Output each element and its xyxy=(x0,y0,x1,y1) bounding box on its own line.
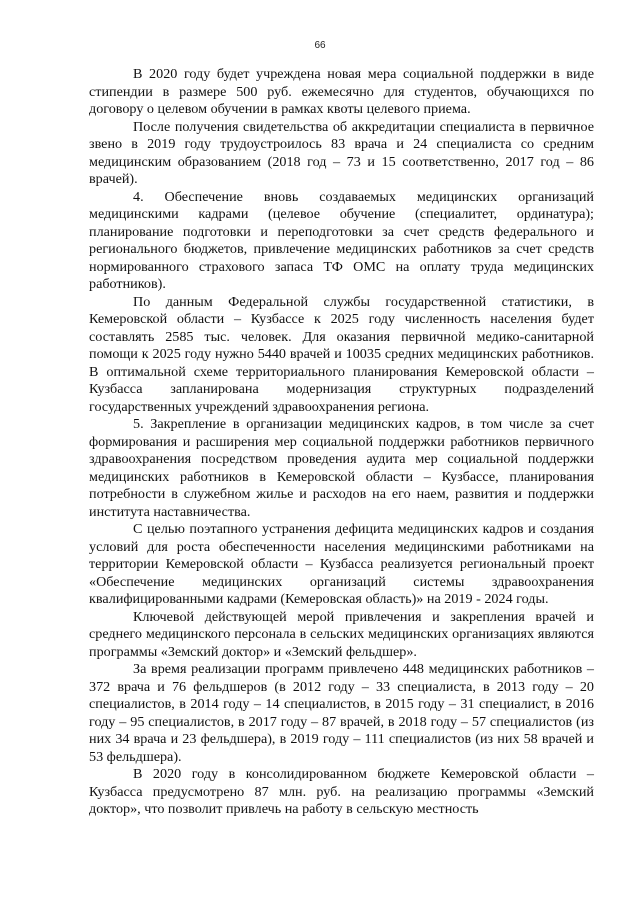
paragraph-item-4: 4. Обеспечение вновь создаваемых медицинских организаций медицинскими кадрами (целевое обучение (специалитет, ординатура); планирование подготовки и переподготовки за счет средств федерального и регионального бюджетов, привлечение медицинских работников за счет средств нормированного страхового запаса ТФ ОМС на оплату труда медицинских работников). xyxy=(89,188,594,292)
paragraph-program-results: За время реализации программ привлечено 448 медицинских работников – 372 врача и 76 фельдшеров (в 2012 году – 33 специалиста, в 2013 году – 20 специалистов, в 2014 году – 14 специалистов, в 2015 году – 31 специалист, в 2016 году – 95 специалистов, в 2017 году – 87 врачей, в 2018 году – 57 специалистов (из них 34 врача и 23 фельдшера), в 2019 году – 111 специалистов (из них 58 врачей и 53 фельдшера). xyxy=(89,661,594,765)
paragraph-regional-project: С целью поэтапного устранения дефицита медицинских кадров и создания условий для роста обеспеченности населения медицинскими работниками на территории Кемеровской области – Кузбасса реализуется региональный проект «Обеспечение медицинских организаций системы здравоохранения квалифицированными кадрами (Кемеровская область)» на 2019 - 2024 годы. xyxy=(89,521,594,607)
paragraph-accreditation: После получения свидетельства об аккредитации специалиста в первичное звено в 2019 году трудоустроилось 83 врача и 24 специалиста со средним медицинским образованием (2018 год – 73 и 15 соответственно, 2017 год – 86 врачей). xyxy=(89,118,594,187)
paragraph-programs: Ключевой действующей мерой привлечения и закрепления врачей и среднего медицинского персонала в сельских медицинских организациях являются программы «Земский доктор» и «Земский фельдшер». xyxy=(89,608,594,660)
paragraph-stipend: В 2020 году будет учреждена новая мера социальной поддержки в виде стипендии в размере 500 руб. ежемесячно для студентов, обучающихся по договору о целевом обучении в рамках квоты целевого приема. xyxy=(89,66,594,117)
paragraph-budget-2020: В 2020 году в консолидированном бюджете Кемеровской области – Кузбасса предусмотрено 87 млн. руб. на реализацию программы «Земский доктор», что позволит привлечь на работу в сельскую местность xyxy=(89,766,594,817)
document-body xyxy=(89,66,594,819)
paragraph-item-5: 5. Закрепление в организации медицинских кадров, в том числе за счет формирования и расширения мер социальной поддержки работников первичного здравоохранения посредством проведения аудита мер социальной поддержки медицинских работников в Кемеровской области – Кузбассе, планирования потребности в служебном жилье и расходов на его наем, развития и поддержки института наставничества. xyxy=(89,416,594,520)
page-number: 66 xyxy=(314,40,326,51)
paragraph-statistics: По данным Федеральной службы государственной статистики, в Кемеровской области – Кузбассе к 2025 году численность населения будет составлять 2585 тыс. человек. Для оказания первичной медико-санитарной помощи к 2025 году нужно 5440 врачей и 10035 средних медицинских работников. В оптимальной схеме территориального планирования Кемеровской области – Кузбасса запланирована модернизация структурных подразделений государственных учреждений здравоохранения региона. xyxy=(89,293,594,415)
